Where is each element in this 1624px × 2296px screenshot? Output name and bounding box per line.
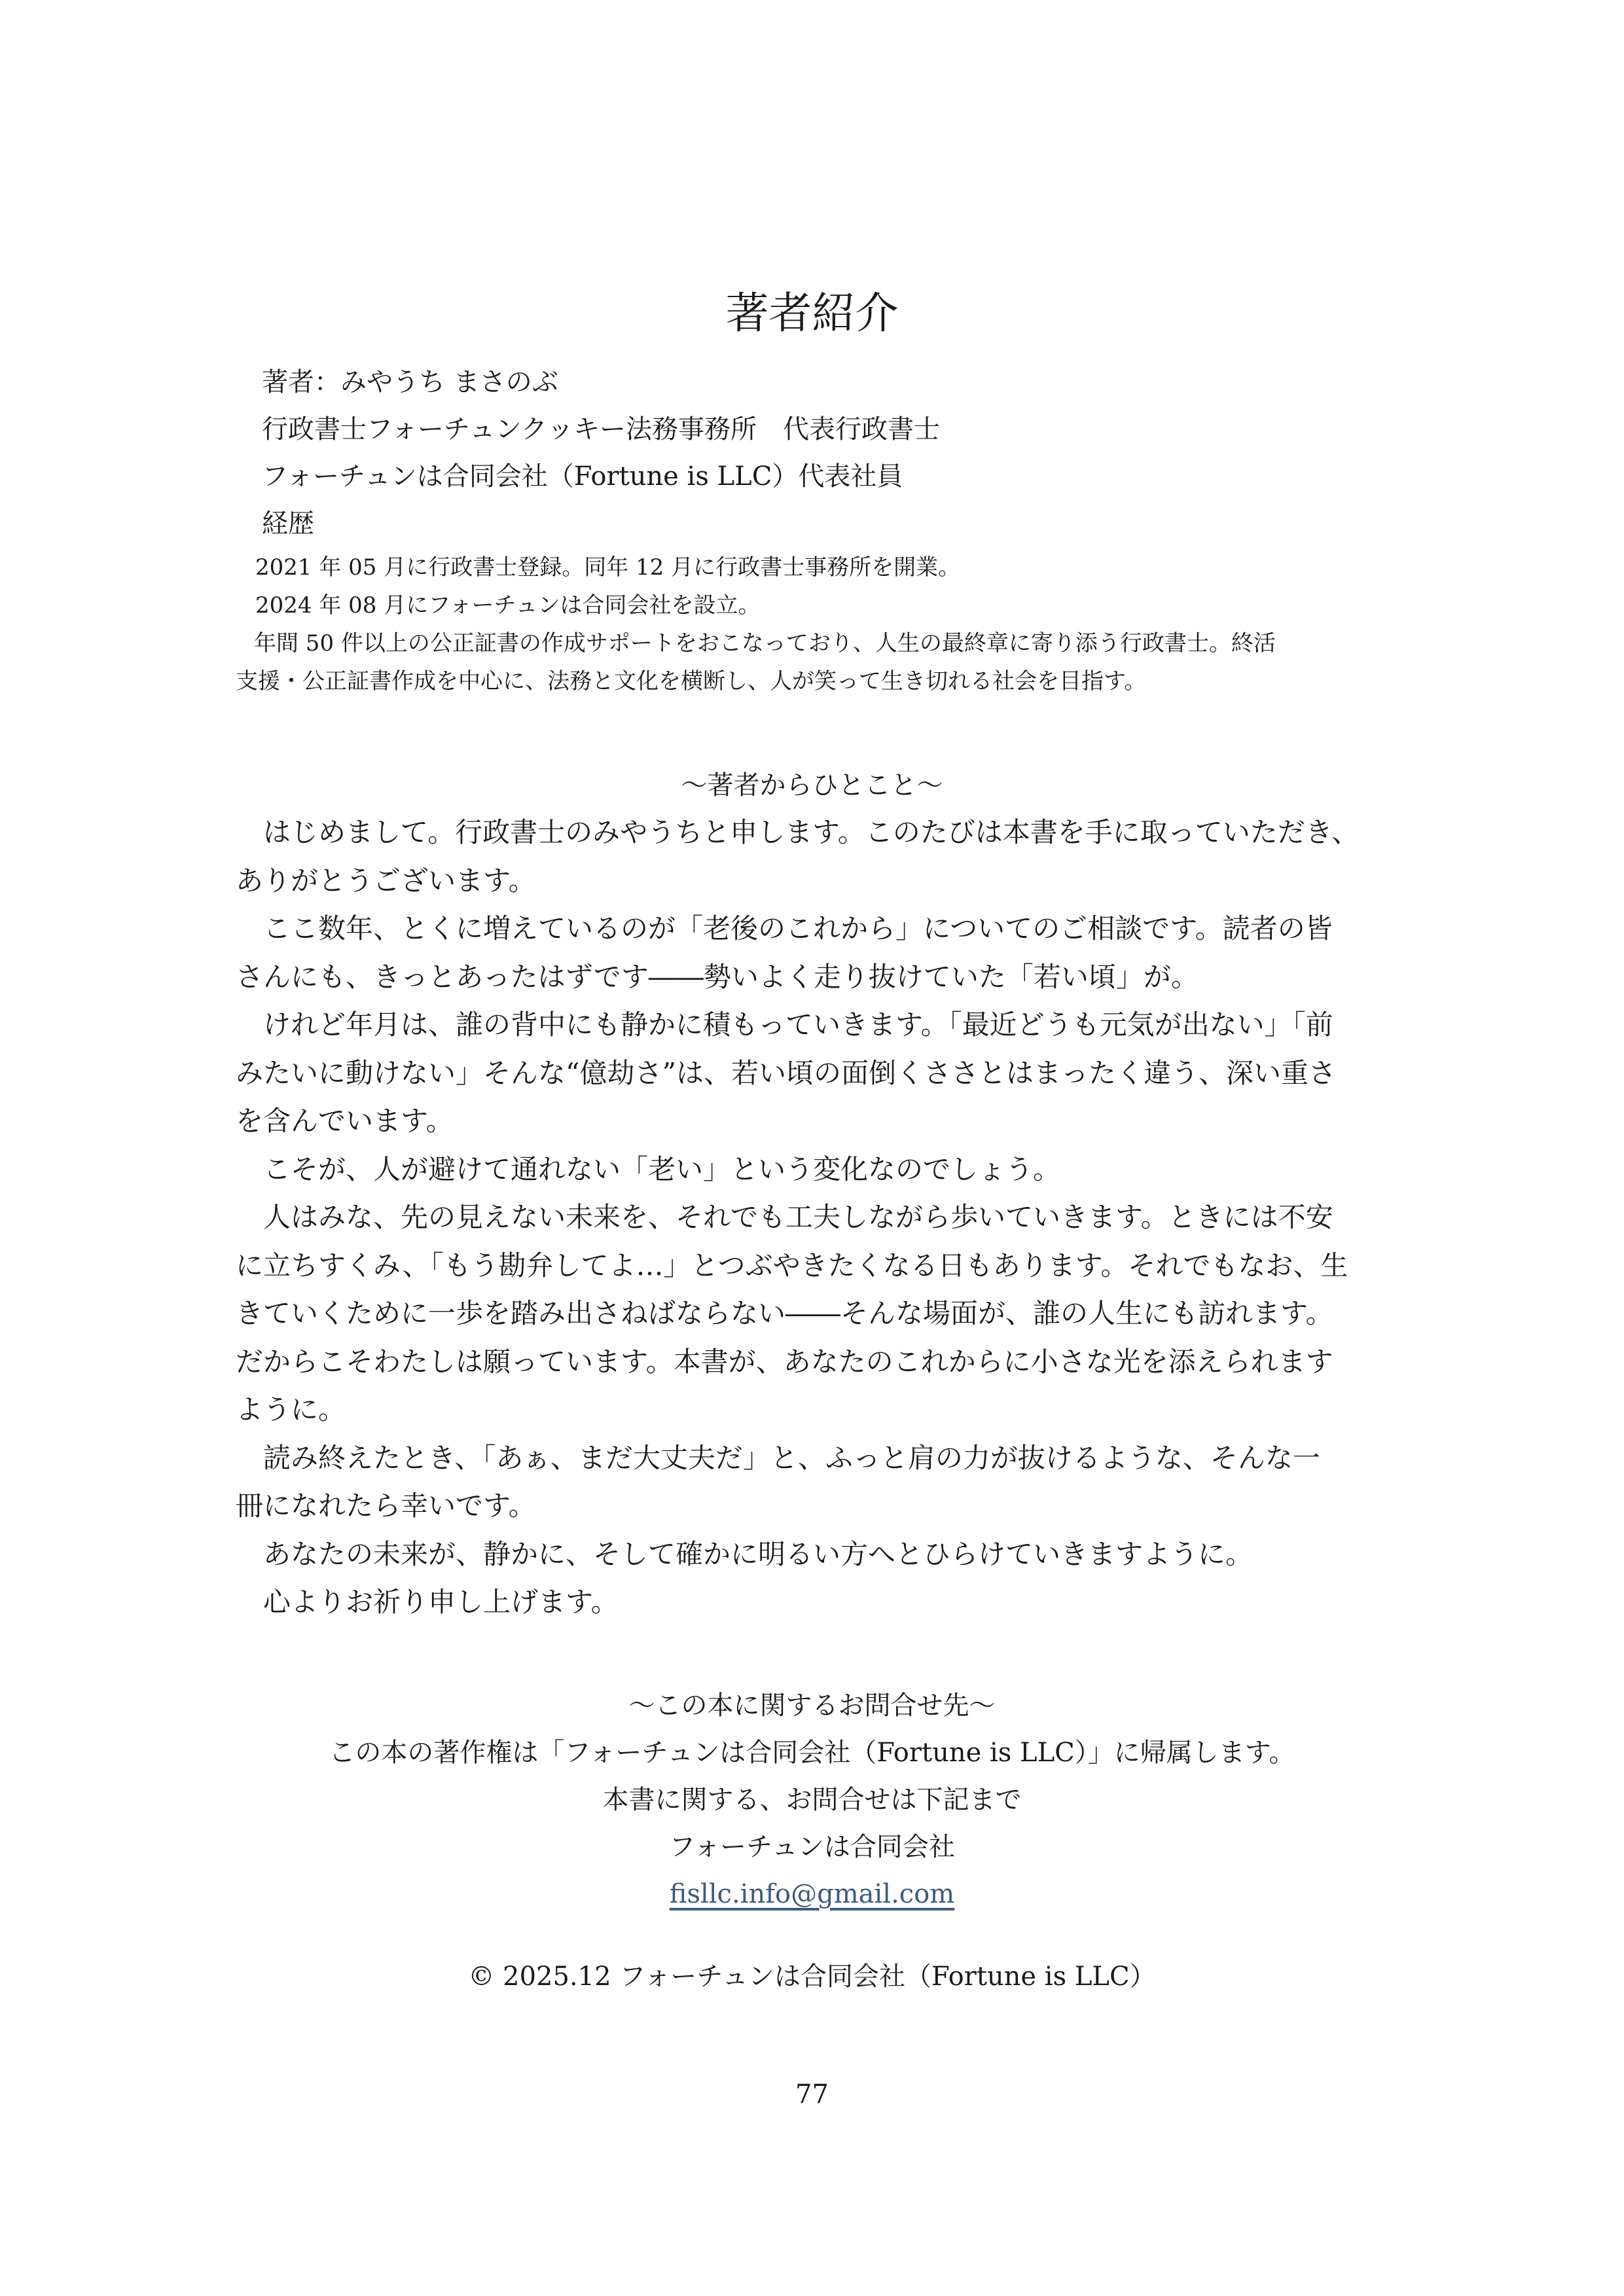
career-item: 支援・公正証書作成を中心に、法務と文化を横断し、人が笑って生き切れる社会を目指す。: [236, 668, 1147, 694]
message-heading: 〜著者からひとこと〜: [681, 770, 943, 800]
message-line: こそが、人が避けて通れない「老い」という変化なのでしょう。: [263, 1153, 1061, 1185]
message-line: 心よりお祈り申し上げます。: [263, 1586, 619, 1618]
message-line: ありがとうございます。: [236, 864, 536, 897]
contact-section: [0, 1682, 1624, 1918]
message-line: ように。: [236, 1393, 346, 1426]
contact-company: フォーチュンは合同会社: [669, 1832, 955, 1862]
career-heading: 経歴: [262, 509, 314, 539]
career-item: 2021 年 05 月に行政書士登録。同年 12 月に行政書士事務所を開業。: [255, 554, 961, 581]
message-line: みたいに動けない」そんな“億劫さ”は、若い頃の面倒くささとはまったく違う、深い重さ: [236, 1056, 1336, 1089]
copyright-note: この本の著作権は「フォーチュンは合同会社（Fortune is LLC）」に帰属します。: [329, 1738, 1295, 1768]
message-line: 読み終えたとき、「あぁ、まだ大丈夫だ」と、ふっと肩の力が抜けるような、そんな一: [263, 1441, 1320, 1474]
page-title: 著者紹介: [725, 288, 899, 338]
contact-email-link[interactable]: fisllc.info@gmail.com: [669, 1879, 955, 1909]
inquiry-text: 本書に関する、お問合せは下記まで: [602, 1785, 1022, 1815]
author-message: [236, 808, 1427, 1626]
message-line: ここ数年、とくに増えているのが「老後のこれから」についてのご相談です。読者の皆: [263, 912, 1333, 944]
author-name: 著者：みやうち まさのぶ: [262, 367, 558, 397]
message-line: きていくために一歩を踏み出さねばならない――そんな場面が、誰の人生にも訪れます。: [236, 1297, 1333, 1329]
copyright: © 2025.12 フォーチュンは合同会社（Fortune is LLC）: [468, 1962, 1156, 1992]
message-line: に立ちすくみ、「もう勘弁してよ…」とつぶやきたくなる日もあります。それでもなお、生: [236, 1249, 1348, 1282]
career-list: [236, 548, 1414, 700]
career-item: 2024 年 08 月にフォーチュンは合同会社を設立。: [255, 592, 761, 619]
message-line: あなたの未来が、静かに、そして確かに明るい方へとひらけていきますように。: [263, 1537, 1254, 1570]
career-item: 年間 50 件以上の公正証書の作成サポートをおこなっており、人生の最終章に寄り添う行政書士。終活: [254, 630, 1276, 656]
message-line: 冊になれたら幸いです。: [236, 1490, 536, 1522]
message-line: けれど年月は、誰の背中にも静かに積もっていきます。「最近どうも元気が出ない」「前: [263, 1009, 1333, 1041]
contact-heading: 〜この本に関するお問合せ先〜: [628, 1691, 996, 1721]
author-company: フォーチュンは合同会社（Fortune is LLC）代表社員: [262, 461, 903, 492]
author-profile: [262, 359, 1440, 547]
author-office: 行政書士フォーチュンクッキー法務事務所 代表行政書士: [262, 414, 940, 444]
message-line: 人はみな、先の見えない未来を、それでも工夫しながら歩いていきます。ときには不安: [263, 1201, 1333, 1233]
message-line: を含んでいます。: [236, 1105, 454, 1137]
message-line: はじめまして。行政書士のみやうちと申します。このたびは本書を手に取っていただき、: [263, 816, 1360, 848]
page-number: 77: [795, 2079, 829, 2109]
message-line: だからこそわたしは願っています。本書が、あなたのこれからに小さな光を添えられます: [236, 1345, 1333, 1378]
message-line: さんにも、きっとあったはずです――勢いよく走り抜けていた「若い頃」が。: [236, 960, 1199, 993]
